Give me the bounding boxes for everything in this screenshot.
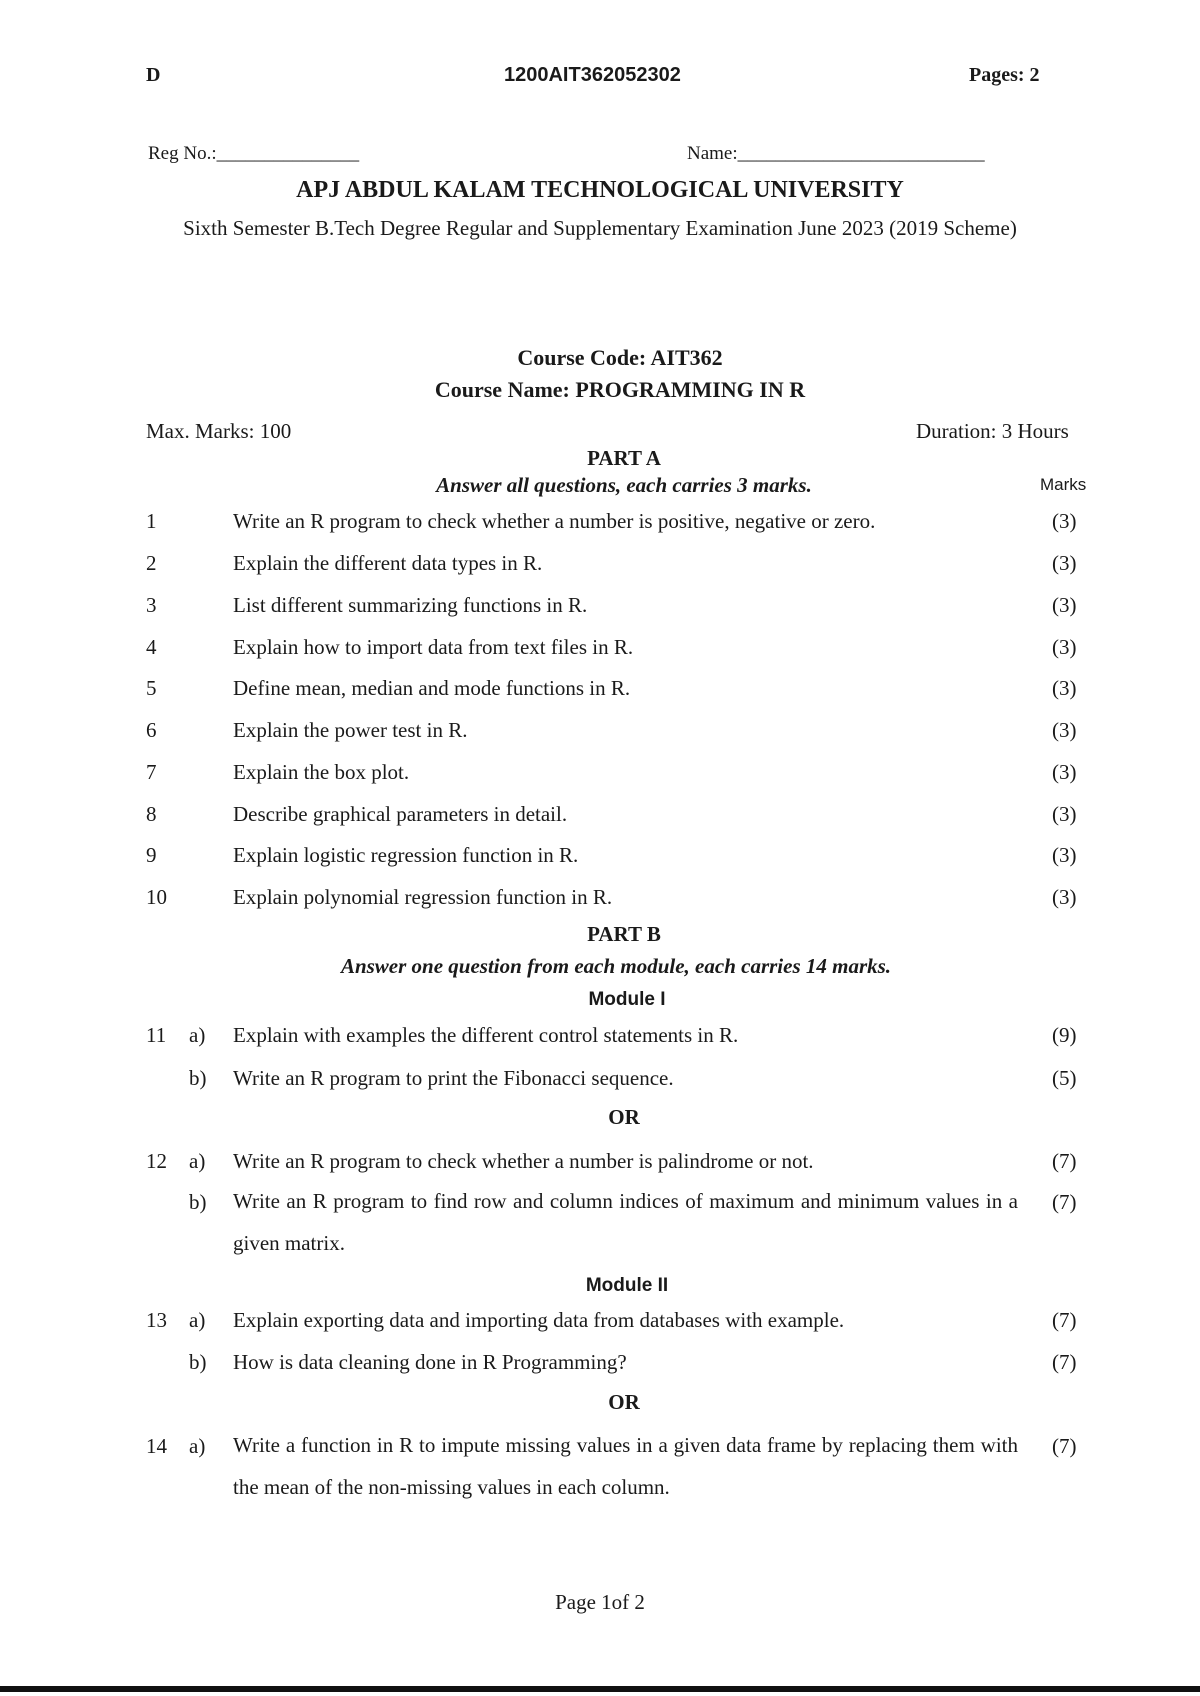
question-marks: (3)	[1052, 802, 1077, 826]
question-number: 14	[146, 1434, 167, 1458]
question-marks: (7)	[1052, 1308, 1077, 1332]
question-marks: (7)	[1052, 1434, 1077, 1458]
question-number: 12	[146, 1149, 167, 1173]
question-text: Explain with examples the different control statements in R.	[233, 1023, 739, 1047]
question-number: 3	[146, 593, 157, 617]
question-text: Explain polynomial regression function in R.	[233, 885, 613, 909]
part-b-title: PART B	[587, 922, 661, 946]
question-marks: (7)	[1052, 1350, 1077, 1374]
part-a-title: PART A	[587, 446, 661, 470]
or-divider: OR	[608, 1390, 640, 1414]
paper-code: 1200AIT362052302	[504, 64, 681, 86]
question-number: 9	[146, 843, 157, 867]
question-marks: (7)	[1052, 1190, 1077, 1214]
question-number: 10	[146, 885, 167, 909]
question-marks: (3)	[1052, 509, 1077, 533]
question-text: List different summarizing functions in R.	[233, 593, 588, 617]
question-text: Write an R program to find row and column indices of maximum and minimum values in a given matrix.	[233, 1189, 1018, 1255]
course-name: Course Name: PROGRAMMING IN R	[434, 377, 806, 402]
question-text: Explain how to import data from text files in R.	[233, 635, 634, 659]
footer-rule	[0, 1686, 1200, 1692]
sub-question-label: a)	[189, 1149, 206, 1173]
sub-question-label: b)	[189, 1066, 207, 1090]
course-code: Course Code: AIT362	[517, 345, 723, 370]
question-number: 13	[146, 1308, 167, 1332]
question-number: 7	[146, 760, 157, 784]
question-number: 5	[146, 676, 157, 700]
question-marks: (3)	[1052, 760, 1077, 784]
part-a-instruction: Answer all questions, each carries 3 marks.	[436, 473, 812, 497]
question-text: Explain the power test in R.	[233, 718, 468, 742]
question-number: 4	[146, 635, 157, 659]
series-code: D	[146, 64, 161, 86]
page-count: Pages: 2	[969, 64, 1040, 86]
reg-no-field: Reg No.:_______________	[148, 143, 360, 164]
exam-title: Sixth Semester B.Tech Degree Regular and Supplementary Examination June 2023 (2019 Scheme)	[183, 216, 1017, 240]
duration: Duration: 3 Hours	[916, 419, 1069, 443]
part-b-instruction: Answer one question from each module, each carries 14 marks.	[340, 954, 892, 978]
question-number: 6	[146, 718, 157, 742]
question-marks: (9)	[1052, 1023, 1077, 1047]
question-marks: (3)	[1052, 676, 1077, 700]
module-2-heading: Module II	[585, 1275, 669, 1296]
question-number: 2	[146, 551, 157, 575]
question-number: 11	[146, 1023, 167, 1047]
question-text: Write an R program to check whether a number is palindrome or not.	[233, 1149, 814, 1173]
university-title: APJ ABDUL KALAM TECHNOLOGICAL UNIVERSITY	[296, 177, 904, 203]
question-marks: (3)	[1052, 593, 1077, 617]
question-marks: (5)	[1052, 1066, 1077, 1090]
sub-question-label: a)	[189, 1434, 206, 1458]
sub-question-label: b)	[189, 1190, 207, 1214]
question-marks: (3)	[1052, 635, 1077, 659]
question-text: Describe graphical parameters in detail.	[233, 802, 568, 826]
question-marks: (3)	[1052, 843, 1077, 867]
question-text: Explain logistic regression function in R.	[233, 843, 579, 867]
question-text: Explain the different data types in R.	[233, 551, 543, 575]
or-divider: OR	[608, 1105, 640, 1129]
question-marks: (3)	[1052, 885, 1077, 909]
name-field: Name:__________________________	[687, 143, 985, 164]
sub-question-label: a)	[189, 1023, 206, 1047]
question-number: 8	[146, 802, 157, 826]
question-number: 1	[146, 509, 157, 533]
question-text: Write an R program to print the Fibonacci sequence.	[233, 1066, 674, 1090]
page-number: Page 1of 2	[555, 1590, 645, 1614]
marks-header: Marks	[1040, 475, 1087, 494]
sub-question-label: b)	[189, 1350, 207, 1374]
max-marks: Max. Marks: 100	[146, 419, 292, 443]
question-text: How is data cleaning done in R Programming?	[233, 1350, 627, 1374]
question-marks: (3)	[1052, 718, 1077, 742]
sub-question-label: a)	[189, 1308, 206, 1332]
question-text: Explain exporting data and importing data from databases with example.	[233, 1308, 845, 1332]
module-1-heading: Module I	[588, 989, 666, 1010]
question-text: Write a function in R to impute missing values in a given data frame by replacing them with the mean of the non-missing values in each column.	[233, 1433, 1018, 1499]
question-text: Write an R program to check whether a number is positive, negative or zero.	[233, 509, 876, 533]
question-text: Explain the box plot.	[233, 760, 410, 784]
question-text: Define mean, median and mode functions in R.	[233, 676, 631, 700]
question-marks: (3)	[1052, 551, 1077, 575]
question-marks: (7)	[1052, 1149, 1077, 1173]
